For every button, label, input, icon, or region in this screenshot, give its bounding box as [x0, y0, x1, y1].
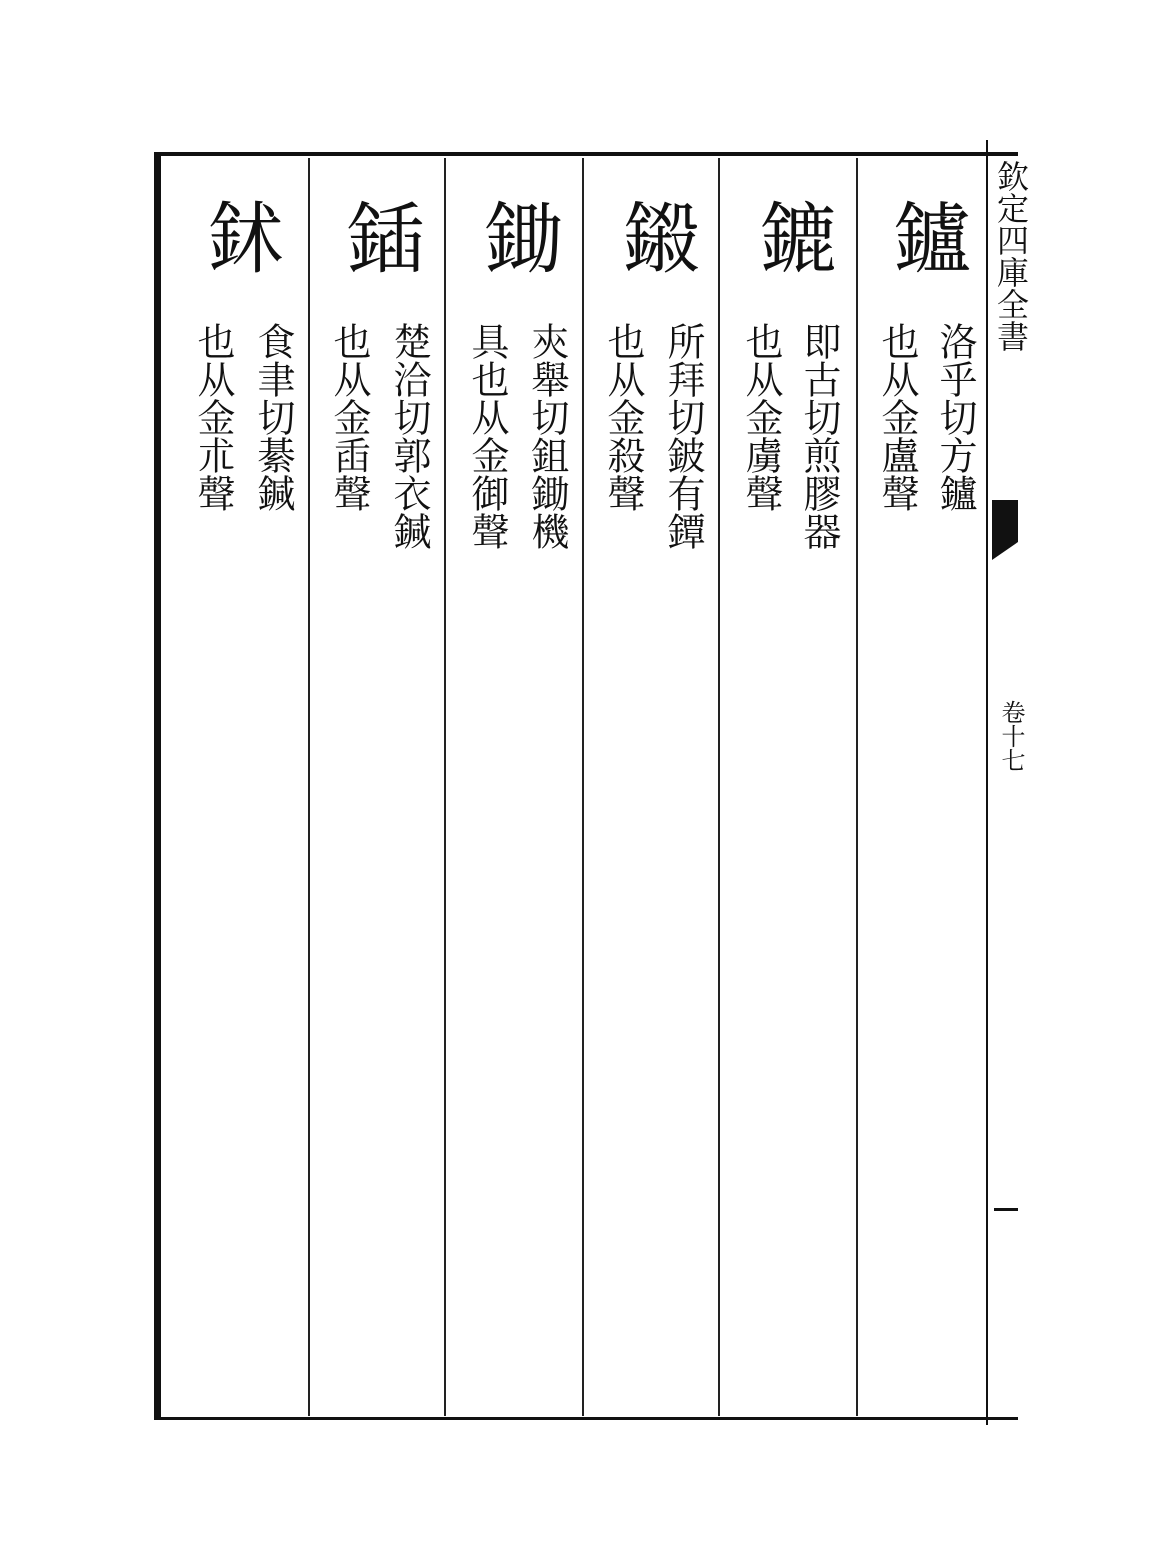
volume-number: 卷十七 — [997, 700, 1025, 772]
seal-character: 鍤 — [346, 195, 407, 285]
entry-text-line: 㚒舉切鉏鋤機 — [525, 322, 569, 550]
seal-character: 鑪 — [892, 195, 953, 285]
entry-text-line: 具也从金御聲 — [465, 322, 509, 550]
seal-character: 鉥 — [206, 195, 267, 285]
entry-text-line: 也从金臿聲 — [327, 322, 371, 512]
seal-character: 鏕 — [758, 195, 819, 285]
entry-text-line: 也从金殺聲 — [601, 322, 645, 512]
margin-rule — [994, 1208, 1018, 1211]
entry-text-line: 洛乎切方鑪 — [933, 322, 977, 512]
entry-text-line: 所拜切鈹有鐔 — [661, 322, 705, 550]
entry-text-line: 也从金朮聲 — [191, 322, 235, 512]
entry-text-line: 也从金盧聲 — [875, 322, 919, 512]
entry-text-line: 即古切煎膠器 — [797, 322, 841, 550]
seal-character: 鎩 — [622, 195, 683, 285]
entry-text-line: 楚洽切郭衣鍼 — [387, 322, 431, 550]
entry-text-line: 也从金虜聲 — [739, 322, 783, 512]
book-title: 欽定四庫全書 — [992, 160, 1030, 352]
seal-character: 鋤 — [484, 195, 545, 285]
entry-text-line: 食聿切綦鍼 — [251, 322, 295, 512]
